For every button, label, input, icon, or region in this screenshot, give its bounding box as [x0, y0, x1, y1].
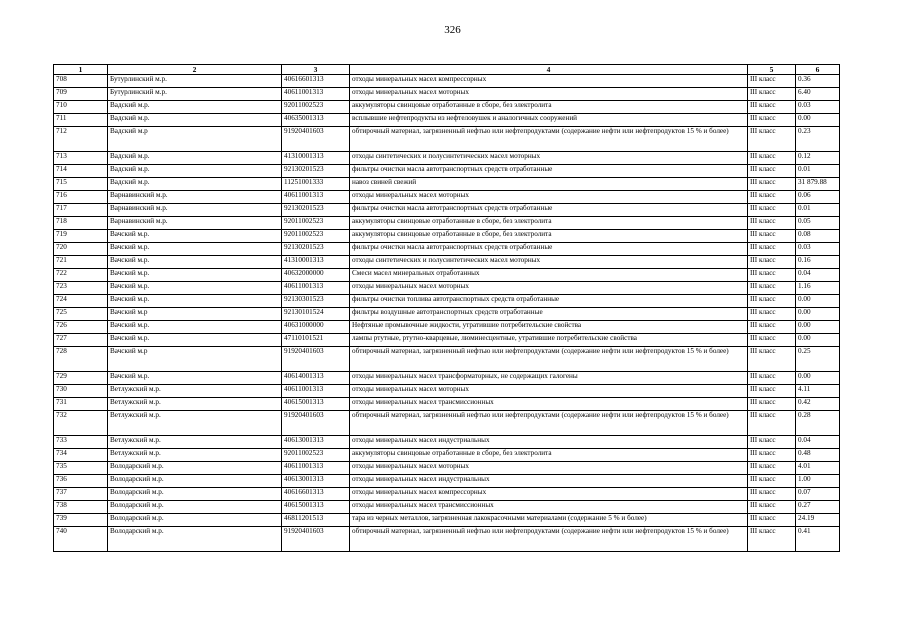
row-number-cell: 721: [54, 256, 108, 269]
row-number-cell: 719: [54, 230, 108, 243]
table-row: [54, 398, 840, 411]
amount-cell: 0.25: [796, 347, 840, 372]
description-cell: тара из черных металлов, загрязненная лакокрасочными материалами (содержание 5 % и более): [350, 514, 748, 527]
table-row: [54, 372, 840, 385]
hazard-class-cell: III класс: [748, 88, 796, 101]
amount-cell: 0.00: [796, 114, 840, 127]
row-number-cell: 738: [54, 501, 108, 514]
district-cell: Ветлужский м.р.: [108, 398, 282, 411]
table-row: [54, 88, 840, 101]
code-cell: 40614001313: [282, 372, 350, 385]
row-number-cell: 710: [54, 101, 108, 114]
district-cell: Вадский м.р.: [108, 152, 282, 165]
hazard-class-cell: III класс: [748, 475, 796, 488]
description-cell: фильтры очистки масла автотранспортных средств отработанные: [350, 165, 748, 178]
code-cell: 92011002523: [282, 230, 350, 243]
hazard-class-cell: III класс: [748, 217, 796, 230]
code-cell: 40611001313: [282, 191, 350, 204]
amount-cell: 0.08: [796, 230, 840, 243]
page-number: 326: [444, 24, 461, 36]
row-number-cell: 708: [54, 75, 108, 88]
district-cell: Ветлужский м.р.: [108, 411, 282, 436]
amount-cell: 0.07: [796, 488, 840, 501]
table-row: [54, 347, 840, 372]
code-cell: 92130201523: [282, 204, 350, 217]
code-cell: 46811201513: [282, 514, 350, 527]
hazard-class-cell: III класс: [748, 127, 796, 152]
code-cell: 40613001313: [282, 475, 350, 488]
amount-cell: 0.01: [796, 204, 840, 217]
row-number-cell: 736: [54, 475, 108, 488]
description-cell: отходы минеральных масел моторных: [350, 462, 748, 475]
description-cell: отходы минеральных масел трансмиссионных: [350, 398, 748, 411]
amount-cell: 0.41: [796, 527, 840, 552]
hazard-class-cell: III класс: [748, 282, 796, 295]
table-row: [54, 282, 840, 295]
hazard-class-cell: III класс: [748, 347, 796, 372]
hazard-class-cell: III класс: [748, 308, 796, 321]
column-header: 2: [108, 65, 282, 75]
district-cell: Володарский м.р.: [108, 501, 282, 514]
district-cell: Ветлужский м.р.: [108, 449, 282, 462]
description-cell: навоз свиней свежий: [350, 178, 748, 191]
row-number-cell: 716: [54, 191, 108, 204]
description-cell: всплывшие нефтепродукты из нефтеловушек и аналогичных сооружений: [350, 114, 748, 127]
amount-cell: 0.42: [796, 398, 840, 411]
description-cell: отходы минеральных масел моторных: [350, 191, 748, 204]
amount-cell: 0.04: [796, 269, 840, 282]
amount-cell: 24.19: [796, 514, 840, 527]
amount-cell: 0.01: [796, 165, 840, 178]
amount-cell: 0.00: [796, 321, 840, 334]
district-cell: Вадский м.р.: [108, 101, 282, 114]
row-number-cell: 722: [54, 269, 108, 282]
code-cell: 40616601313: [282, 75, 350, 88]
table-row: [54, 449, 840, 462]
table-row: [54, 475, 840, 488]
district-cell: Бутурлинский м.р.: [108, 75, 282, 88]
row-number-cell: 730: [54, 385, 108, 398]
code-cell: 40615001313: [282, 501, 350, 514]
hazard-class-cell: III класс: [748, 230, 796, 243]
code-cell: 40616601313: [282, 488, 350, 501]
table-row: [54, 230, 840, 243]
row-number-cell: 733: [54, 436, 108, 449]
description-cell: отходы минеральных масел моторных: [350, 88, 748, 101]
hazard-class-cell: III класс: [748, 178, 796, 191]
description-cell: фильтры воздушные автотранспортных средств отработанные: [350, 308, 748, 321]
hazard-class-cell: III класс: [748, 398, 796, 411]
hazard-class-cell: III класс: [748, 101, 796, 114]
code-cell: 92130301523: [282, 295, 350, 308]
row-number-cell: 729: [54, 372, 108, 385]
hazard-class-cell: III класс: [748, 514, 796, 527]
amount-cell: 0.06: [796, 191, 840, 204]
district-cell: Вачский м.р: [108, 308, 282, 321]
description-cell: отходы минеральных масел моторных: [350, 282, 748, 295]
waste-table: [53, 64, 840, 552]
description-cell: обтирочный материал, загрязненный нефтью или нефтепродуктами (содержание нефти или нефтепродуктов 15 % и более): [350, 127, 748, 152]
district-cell: Володарский м.р.: [108, 488, 282, 501]
table-row: [54, 127, 840, 152]
code-cell: 47110101521: [282, 334, 350, 347]
amount-cell: 0.36: [796, 75, 840, 88]
district-cell: Вадский м.р.: [108, 165, 282, 178]
description-cell: аккумуляторы свинцовые отработанные в сборе, без электролита: [350, 101, 748, 114]
code-cell: 92011002523: [282, 217, 350, 230]
hazard-class-cell: III класс: [748, 165, 796, 178]
table-row: [54, 191, 840, 204]
district-cell: Вачский м.р.: [108, 256, 282, 269]
row-number-cell: 709: [54, 88, 108, 101]
table-row: [54, 101, 840, 114]
district-cell: Володарский м.р.: [108, 514, 282, 527]
hazard-class-cell: III класс: [748, 411, 796, 436]
district-cell: Бутурлинский м.р.: [108, 88, 282, 101]
description-cell: отходы минеральных масел компрессорных: [350, 488, 748, 501]
description-cell: фильтры очистки топлива автотранспортных средств отработанные: [350, 295, 748, 308]
code-cell: 91920401603: [282, 127, 350, 152]
hazard-class-cell: III класс: [748, 449, 796, 462]
amount-cell: 0.00: [796, 295, 840, 308]
hazard-class-cell: III класс: [748, 204, 796, 217]
hazard-class-cell: III класс: [748, 436, 796, 449]
description-cell: фильтры очистки масла автотранспортных средств отработанные: [350, 243, 748, 256]
row-number-cell: 718: [54, 217, 108, 230]
table-row: [54, 334, 840, 347]
district-cell: Володарский м.р.: [108, 475, 282, 488]
row-number-cell: 717: [54, 204, 108, 217]
code-cell: 91920401603: [282, 527, 350, 552]
district-cell: Вачский м.р.: [108, 321, 282, 334]
hazard-class-cell: III класс: [748, 256, 796, 269]
column-header: 5: [748, 65, 796, 75]
column-header: 4: [350, 65, 748, 75]
hazard-class-cell: III класс: [748, 269, 796, 282]
description-cell: отходы минеральных масел индустриальных: [350, 475, 748, 488]
description-cell: отходы минеральных масел компрессорных: [350, 75, 748, 88]
table-row: [54, 295, 840, 308]
district-cell: Ветлужский м.р.: [108, 436, 282, 449]
district-cell: Вачский м.р.: [108, 295, 282, 308]
table-row: [54, 411, 840, 436]
code-cell: 41310001313: [282, 152, 350, 165]
table-row: [54, 527, 840, 552]
table-row: [54, 501, 840, 514]
district-cell: Варнавинский м.р.: [108, 191, 282, 204]
description-cell: отходы минеральных масел моторных: [350, 385, 748, 398]
table-row: [54, 385, 840, 398]
code-cell: 40611001313: [282, 88, 350, 101]
hazard-class-cell: III класс: [748, 385, 796, 398]
hazard-class-cell: III класс: [748, 191, 796, 204]
district-cell: Вадский м.р.: [108, 178, 282, 191]
district-cell: Вачский м.р.: [108, 372, 282, 385]
description-cell: обтирочный материал, загрязненный нефтью или нефтепродуктами (содержание нефти или нефтепродуктов 15 % и более): [350, 527, 748, 552]
district-cell: Вачский м.р.: [108, 334, 282, 347]
hazard-class-cell: III класс: [748, 488, 796, 501]
row-number-cell: 739: [54, 514, 108, 527]
hazard-class-cell: III класс: [748, 152, 796, 165]
code-cell: 92011002523: [282, 449, 350, 462]
code-cell: 40615001313: [282, 398, 350, 411]
table-row: [54, 488, 840, 501]
table-row: [54, 114, 840, 127]
amount-cell: 6.40: [796, 88, 840, 101]
amount-cell: 0.00: [796, 308, 840, 321]
description-cell: обтирочный материал, загрязненный нефтью или нефтепродуктами (содержание нефти или нефтепродуктов 15 % и более): [350, 347, 748, 372]
amount-cell: 0.03: [796, 101, 840, 114]
code-cell: 40613001313: [282, 436, 350, 449]
district-cell: Вачский м.р.: [108, 282, 282, 295]
table-row: [54, 256, 840, 269]
column-header: 1: [54, 65, 108, 75]
amount-cell: 4.11: [796, 385, 840, 398]
description-cell: отходы минеральных масел индустриальных: [350, 436, 748, 449]
table-row: [54, 514, 840, 527]
row-number-cell: 727: [54, 334, 108, 347]
row-number-cell: 713: [54, 152, 108, 165]
row-number-cell: 732: [54, 411, 108, 436]
row-number-cell: 740: [54, 527, 108, 552]
table-row: [54, 204, 840, 217]
code-cell: 11251001333: [282, 178, 350, 191]
district-cell: Ветлужский м.р.: [108, 385, 282, 398]
description-cell: обтирочный материал, загрязненный нефтью или нефтепродуктами (содержание нефти или нефтепродуктов 15 % и более): [350, 411, 748, 436]
table-row: [54, 152, 840, 165]
district-cell: Вачский м.р.: [108, 230, 282, 243]
hazard-class-cell: III класс: [748, 243, 796, 256]
description-cell: аккумуляторы свинцовые отработанные в сборе, без электролита: [350, 230, 748, 243]
row-number-cell: 720: [54, 243, 108, 256]
row-number-cell: 711: [54, 114, 108, 127]
code-cell: 92130201523: [282, 165, 350, 178]
description-cell: аккумуляторы свинцовые отработанные в сборе, без электролита: [350, 449, 748, 462]
amount-cell: 0.23: [796, 127, 840, 152]
amount-cell: 1.16: [796, 282, 840, 295]
amount-cell: 0.03: [796, 243, 840, 256]
amount-cell: 0.00: [796, 372, 840, 385]
hazard-class-cell: III класс: [748, 462, 796, 475]
district-cell: Варнавинский м.р.: [108, 204, 282, 217]
code-cell: 91920401603: [282, 347, 350, 372]
column-header: 6: [796, 65, 840, 75]
code-cell: 40632000000: [282, 269, 350, 282]
table-row: [54, 75, 840, 88]
row-number-cell: 724: [54, 295, 108, 308]
table-row: [54, 321, 840, 334]
row-number-cell: 728: [54, 347, 108, 372]
description-cell: аккумуляторы свинцовые отработанные в сборе, без электролита: [350, 217, 748, 230]
table-row: [54, 269, 840, 282]
code-cell: 41310001313: [282, 256, 350, 269]
code-cell: 40611001313: [282, 385, 350, 398]
hazard-class-cell: III класс: [748, 321, 796, 334]
table-row: [54, 217, 840, 230]
code-cell: 40635001313: [282, 114, 350, 127]
table-row: [54, 436, 840, 449]
district-cell: Володарский м.р.: [108, 527, 282, 552]
amount-cell: 0.48: [796, 449, 840, 462]
hazard-class-cell: III класс: [748, 527, 796, 552]
description-cell: отходы минеральных масел трансформаторных, не содержащих галогены: [350, 372, 748, 385]
hazard-class-cell: III класс: [748, 75, 796, 88]
hazard-class-cell: III класс: [748, 501, 796, 514]
table-row: [54, 178, 840, 191]
code-cell: 92130101524: [282, 308, 350, 321]
code-cell: 92130201523: [282, 243, 350, 256]
amount-cell: 0.04: [796, 436, 840, 449]
description-cell: Нефтяные промывочные жидкости, утратившие потребительские свойства: [350, 321, 748, 334]
hazard-class-cell: III класс: [748, 114, 796, 127]
district-cell: Вачский м.р: [108, 347, 282, 372]
code-cell: 40631000000: [282, 321, 350, 334]
district-cell: Вадский м.р: [108, 127, 282, 152]
description-cell: отходы синтетических и полусинтетических масел моторных: [350, 152, 748, 165]
hazard-class-cell: III класс: [748, 334, 796, 347]
row-number-cell: 714: [54, 165, 108, 178]
description-cell: фильтры очистки масла автотранспортных средств отработанные: [350, 204, 748, 217]
amount-cell: 0.12: [796, 152, 840, 165]
amount-cell: 4.01: [796, 462, 840, 475]
description-cell: Смеси масел минеральных отработанных: [350, 269, 748, 282]
code-cell: 92011002523: [282, 101, 350, 114]
description-cell: отходы синтетических и полусинтетических масел моторных: [350, 256, 748, 269]
row-number-cell: 737: [54, 488, 108, 501]
amount-cell: 31 879.88: [796, 178, 840, 191]
table-row: [54, 243, 840, 256]
row-number-cell: 726: [54, 321, 108, 334]
row-number-cell: 715: [54, 178, 108, 191]
table-row: [54, 308, 840, 321]
row-number-cell: 735: [54, 462, 108, 475]
district-cell: Вачский м.р.: [108, 269, 282, 282]
table-row: [54, 165, 840, 178]
row-number-cell: 725: [54, 308, 108, 321]
code-cell: 40611001313: [282, 282, 350, 295]
district-cell: Вачский м.р.: [108, 243, 282, 256]
table-row: [54, 462, 840, 475]
amount-cell: 0.05: [796, 217, 840, 230]
amount-cell: 0.27: [796, 501, 840, 514]
row-number-cell: 734: [54, 449, 108, 462]
amount-cell: 1.00: [796, 475, 840, 488]
amount-cell: 0.16: [796, 256, 840, 269]
row-number-cell: 731: [54, 398, 108, 411]
code-cell: 40611001313: [282, 462, 350, 475]
hazard-class-cell: III класс: [748, 295, 796, 308]
description-cell: отходы минеральных масел трансмиссионных: [350, 501, 748, 514]
amount-cell: 0.00: [796, 334, 840, 347]
row-number-cell: 723: [54, 282, 108, 295]
column-header: 3: [282, 65, 350, 75]
district-cell: Вадский м.р.: [108, 114, 282, 127]
district-cell: Варнавинский м.р.: [108, 217, 282, 230]
code-cell: 91920401603: [282, 411, 350, 436]
row-number-cell: 712: [54, 127, 108, 152]
description-cell: лампы ртутные, ртутно-кварцевые, люминесцентные, утратившие потребительские свойства: [350, 334, 748, 347]
district-cell: Володарский м.р.: [108, 462, 282, 475]
hazard-class-cell: III класс: [748, 372, 796, 385]
amount-cell: 0.28: [796, 411, 840, 436]
table-header-row: [54, 65, 840, 75]
